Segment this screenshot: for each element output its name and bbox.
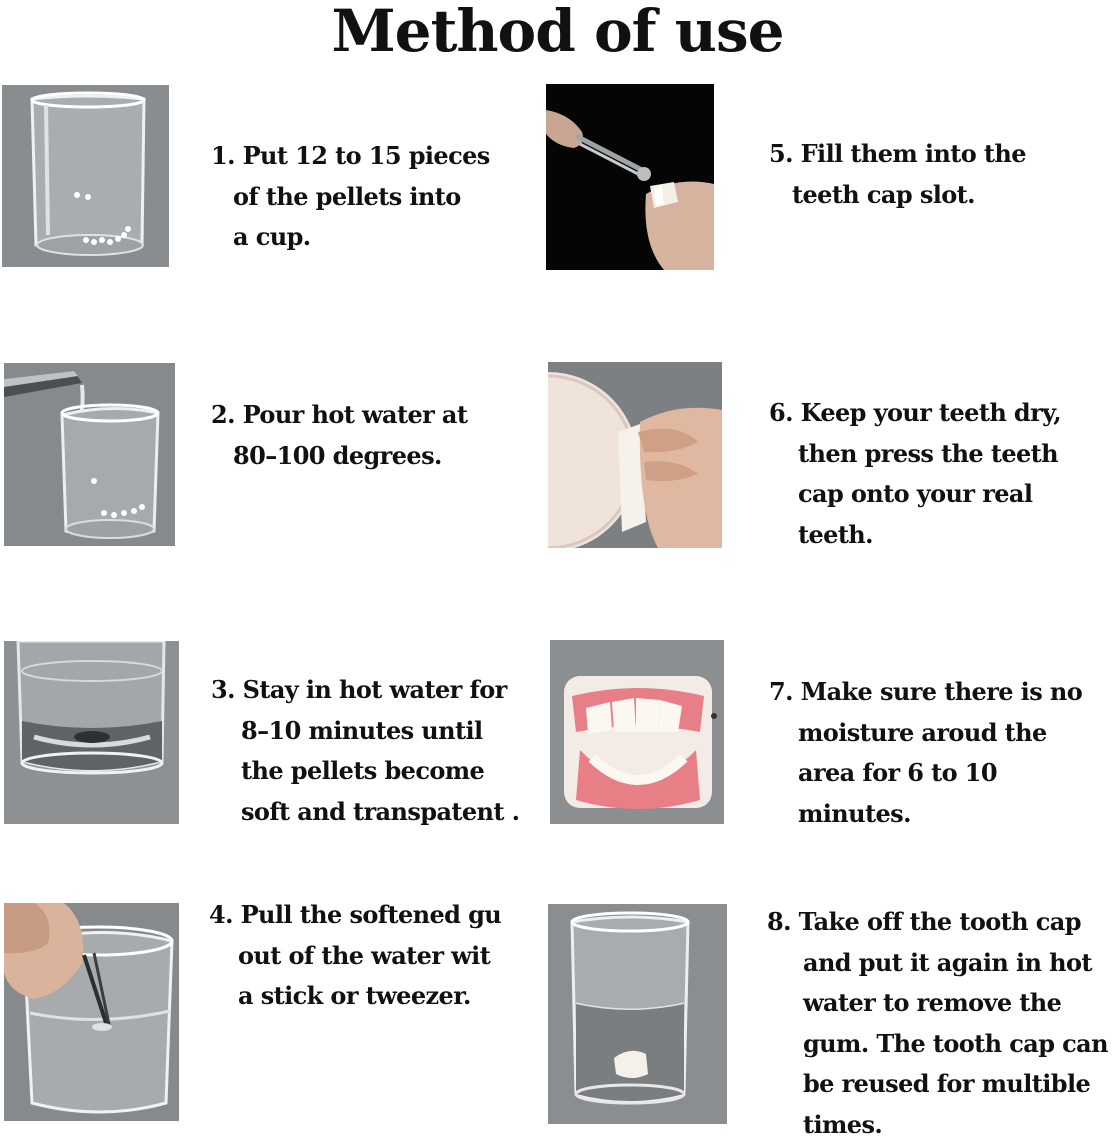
step-3-line-2: 8–10 minutes until <box>211 711 519 752</box>
step-2-text <box>211 395 467 476</box>
step-5-text <box>769 134 1026 215</box>
step-2-line-2: 80–100 degrees. <box>211 436 467 477</box>
step-6-line-1: 6. Keep your teeth dry, <box>769 393 1061 434</box>
step-3-line-4: soft and transpatent . <box>211 792 519 833</box>
step-2-line-1: 2. Pour hot water at <box>211 395 467 436</box>
step-1-photo <box>2 85 169 267</box>
step-8-line-3: water to remove the <box>767 983 1108 1024</box>
step-8-line-2: and put it again in hot <box>767 943 1108 984</box>
step-1-text <box>211 136 490 258</box>
step-4-line-1: 4. Pull the softened gu <box>209 895 509 936</box>
step-1-line-2: of the pellets into <box>211 177 490 218</box>
step-5-line-1: 5. Fill them into the <box>769 134 1026 175</box>
page-title: Method of use <box>0 0 1115 62</box>
step-4-photo <box>4 903 179 1121</box>
step-3-text <box>211 670 519 832</box>
step-8-line-4: gum. The tooth cap can <box>767 1024 1108 1065</box>
step-2-photo <box>4 363 175 546</box>
step-8-line-1: 8. Take off the tooth cap <box>767 902 1108 943</box>
step-7-line-4: minutes. <box>769 794 1082 835</box>
step-8-photo <box>548 904 727 1124</box>
step-7-text <box>769 672 1082 834</box>
step-8-text <box>767 902 1108 1145</box>
step-7-photo <box>550 640 724 824</box>
step-1-line-3: a cup. <box>211 217 490 258</box>
step-6-text <box>769 393 1061 555</box>
step-3-line-1: 3. Stay in hot water for <box>211 670 519 711</box>
step-3-photo <box>4 641 179 824</box>
step-7-line-1: 7. Make sure there is no <box>769 672 1082 713</box>
step-6-line-3: cap onto your real <box>769 474 1061 515</box>
step-5-line-2: teeth cap slot. <box>769 175 1026 216</box>
step-4-line-3: a stick or tweezer. <box>209 976 509 1017</box>
step-8-line-5: be reused for multible <box>767 1064 1108 1105</box>
step-4-line-2: out of the water wit <box>209 936 509 977</box>
step-8-line-6: times. <box>767 1105 1108 1145</box>
step-3-line-3: the pellets become <box>211 751 519 792</box>
step-1-line-1: 1. Put 12 to 15 pieces <box>211 136 490 177</box>
step-4-text <box>209 895 509 1017</box>
step-5-photo <box>546 84 714 270</box>
step-7-line-2: moisture aroud the <box>769 713 1082 754</box>
step-6-line-4: teeth. <box>769 515 1061 556</box>
step-6-line-2: then press the teeth <box>769 434 1061 475</box>
step-6-photo <box>548 362 722 548</box>
step-7-line-3: area for 6 to 10 <box>769 753 1082 794</box>
